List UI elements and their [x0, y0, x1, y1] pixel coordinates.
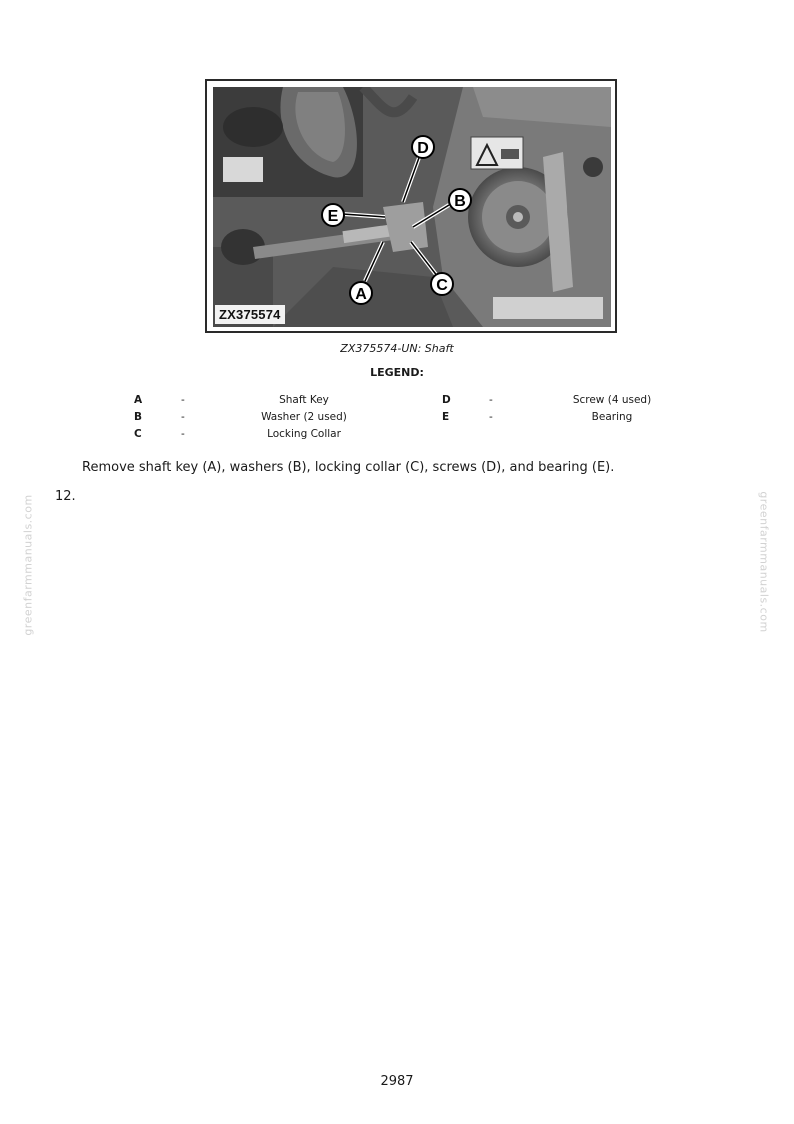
- svg-text:D: D: [417, 140, 429, 157]
- watermark-right: greenfarmmanuals.com: [757, 491, 771, 633]
- svg-text:E: E: [327, 208, 339, 225]
- instruction-text: Remove shaft key (A), washers (B), locking collar (C), screws (D), and bearing (E).: [82, 460, 615, 475]
- legend-dash: -: [181, 428, 185, 440]
- callout-a: [350, 282, 372, 304]
- page-number: 2987: [380, 1074, 414, 1089]
- legend-letter: C: [134, 428, 142, 440]
- figure-caption: ZX375574-UN: Shaft: [340, 342, 454, 355]
- callout-c: [431, 273, 453, 295]
- callout-e: [322, 204, 344, 226]
- legend-text: Locking Collar: [267, 428, 341, 440]
- svg-text:A: A: [355, 286, 367, 303]
- legend-letter: D: [442, 394, 451, 406]
- figure-tag: ZX375574: [215, 305, 285, 324]
- legend-dash: -: [181, 394, 185, 406]
- legend-text: Bearing: [591, 411, 633, 423]
- shaft-photo: [213, 87, 611, 327]
- svg-text:C: C: [436, 277, 448, 294]
- callout-d: [412, 136, 434, 158]
- watermark-left: greenfarmmanuals.com: [21, 494, 35, 636]
- step-number: 12.: [55, 489, 76, 504]
- callout-b: [449, 189, 471, 211]
- legend-dash: -: [489, 394, 493, 406]
- shaft-figure: [205, 79, 617, 333]
- legend-title: LEGEND:: [370, 366, 424, 379]
- legend-letter: E: [442, 411, 450, 423]
- legend-dash: -: [181, 411, 185, 423]
- legend-letter: B: [134, 411, 143, 423]
- legend-text: Washer (2 used): [261, 411, 347, 423]
- legend-dash: -: [489, 411, 493, 423]
- legend-text: Screw (4 used): [572, 394, 652, 406]
- svg-text:B: B: [454, 193, 466, 210]
- legend-letter: A: [134, 394, 143, 406]
- legend-text: Shaft Key: [279, 394, 329, 406]
